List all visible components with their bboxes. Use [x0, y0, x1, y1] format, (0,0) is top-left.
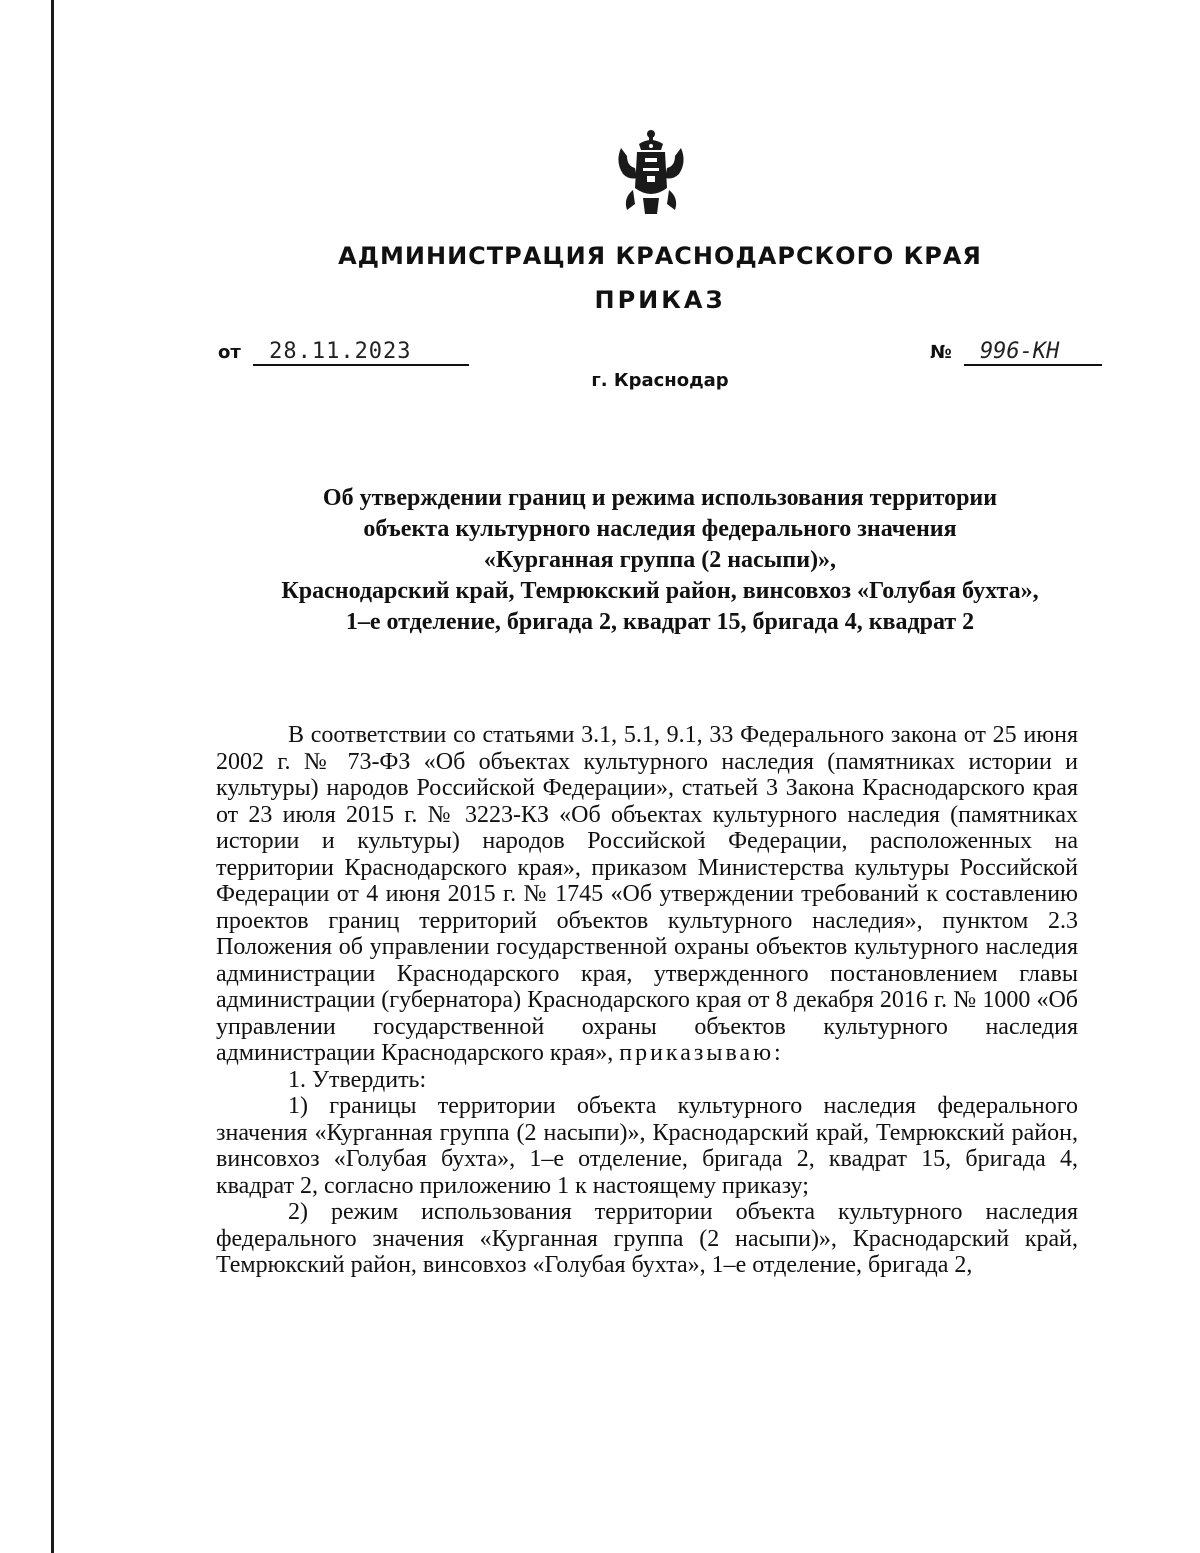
date-value: 28.11.2023 [253, 340, 469, 366]
date-prefix: от [218, 342, 241, 363]
item-1-1: 1) границы территории объекта культурного наследия федерального значения «Курганная группа (2 насыпи)», Краснодарский край, Темрюкский район, винсовхоз «Голубая бухта», 1–е отделение, бригада 2, квадрат 15, бригада 4, квадрат 2, согласно приложению 1 к настоящему приказу; [216, 1093, 1078, 1199]
title-line: Краснодарский край, Темрюкский район, винсовхоз «Голубая бухта», [281, 578, 1039, 604]
date-field [218, 340, 469, 366]
preamble-paragraph [216, 722, 1078, 1067]
item-1-2: 2) режим использования территории объекта культурного наследия федерального значения «Курганная группа (2 насыпи)», Краснодарский край, Темрюкский район, винсовхоз «Голубая бухта», 1–е отделение, бригада 2, [216, 1199, 1078, 1278]
item-1: 1. Утвердить: [288, 1066, 427, 1093]
title-line: 1–е отделение, бригада 2, квадрат 15, бригада 4, квадрат 2 [345, 609, 975, 635]
number-value: 996-КН [964, 340, 1102, 366]
document-title [200, 483, 1120, 638]
scan-edge-line [51, 0, 54, 1553]
title-line: Об утверждении границ и режима использования территории [322, 485, 998, 511]
order-word: приказываю: [619, 1040, 784, 1066]
title-line: «Курганная группа (2 насыпи)», [483, 547, 837, 573]
title-line: объекта культурного наследия федерального значения [363, 516, 957, 542]
city: г. Краснодар [591, 370, 729, 391]
document-body [216, 722, 1078, 1279]
organization-name: АДМИНИСТРАЦИЯ КРАСНОДАРСКОГО КРАЯ [338, 242, 982, 270]
preamble-text: В соответствии со статьями 3.1, 5.1, 9.1, 33 Федерального закона от 25 июня 2002 г. № 73-ФЗ «Об объектах культурного наследия (памятниках истории и культуры) народов Российской Федерации», статьей 3 Закона Краснодарского края от 23 июля 2015 г. № 3223-КЗ «Об объектах культурного наследия (памятниках истории и культуры) народов Российской Федерации, расположенных на территории Краснодарского края», приказом Министерства культуры Российской Федерации от 4 июня 2015 г. № 1745 «Об утверждении требований к составлению проектов границ территорий объектов культурного наследия», пунктом 2.3 Положения об управлении государственной охраны объектов культурного наследия администрации Краснодарского края, утвержденного постановлением главы администрации (губернатора) Краснодарского края от 8 декабря 2016 г. № 1000 «Об управлении государственной охраны объектов культурного наследия администрации Краснодарского края», [216, 722, 1078, 1066]
coat-of-arms-emblem [613, 128, 689, 218]
document-type: ПРИКАЗ [594, 286, 726, 314]
number-prefix: № [930, 342, 952, 363]
number-field [930, 340, 1102, 366]
